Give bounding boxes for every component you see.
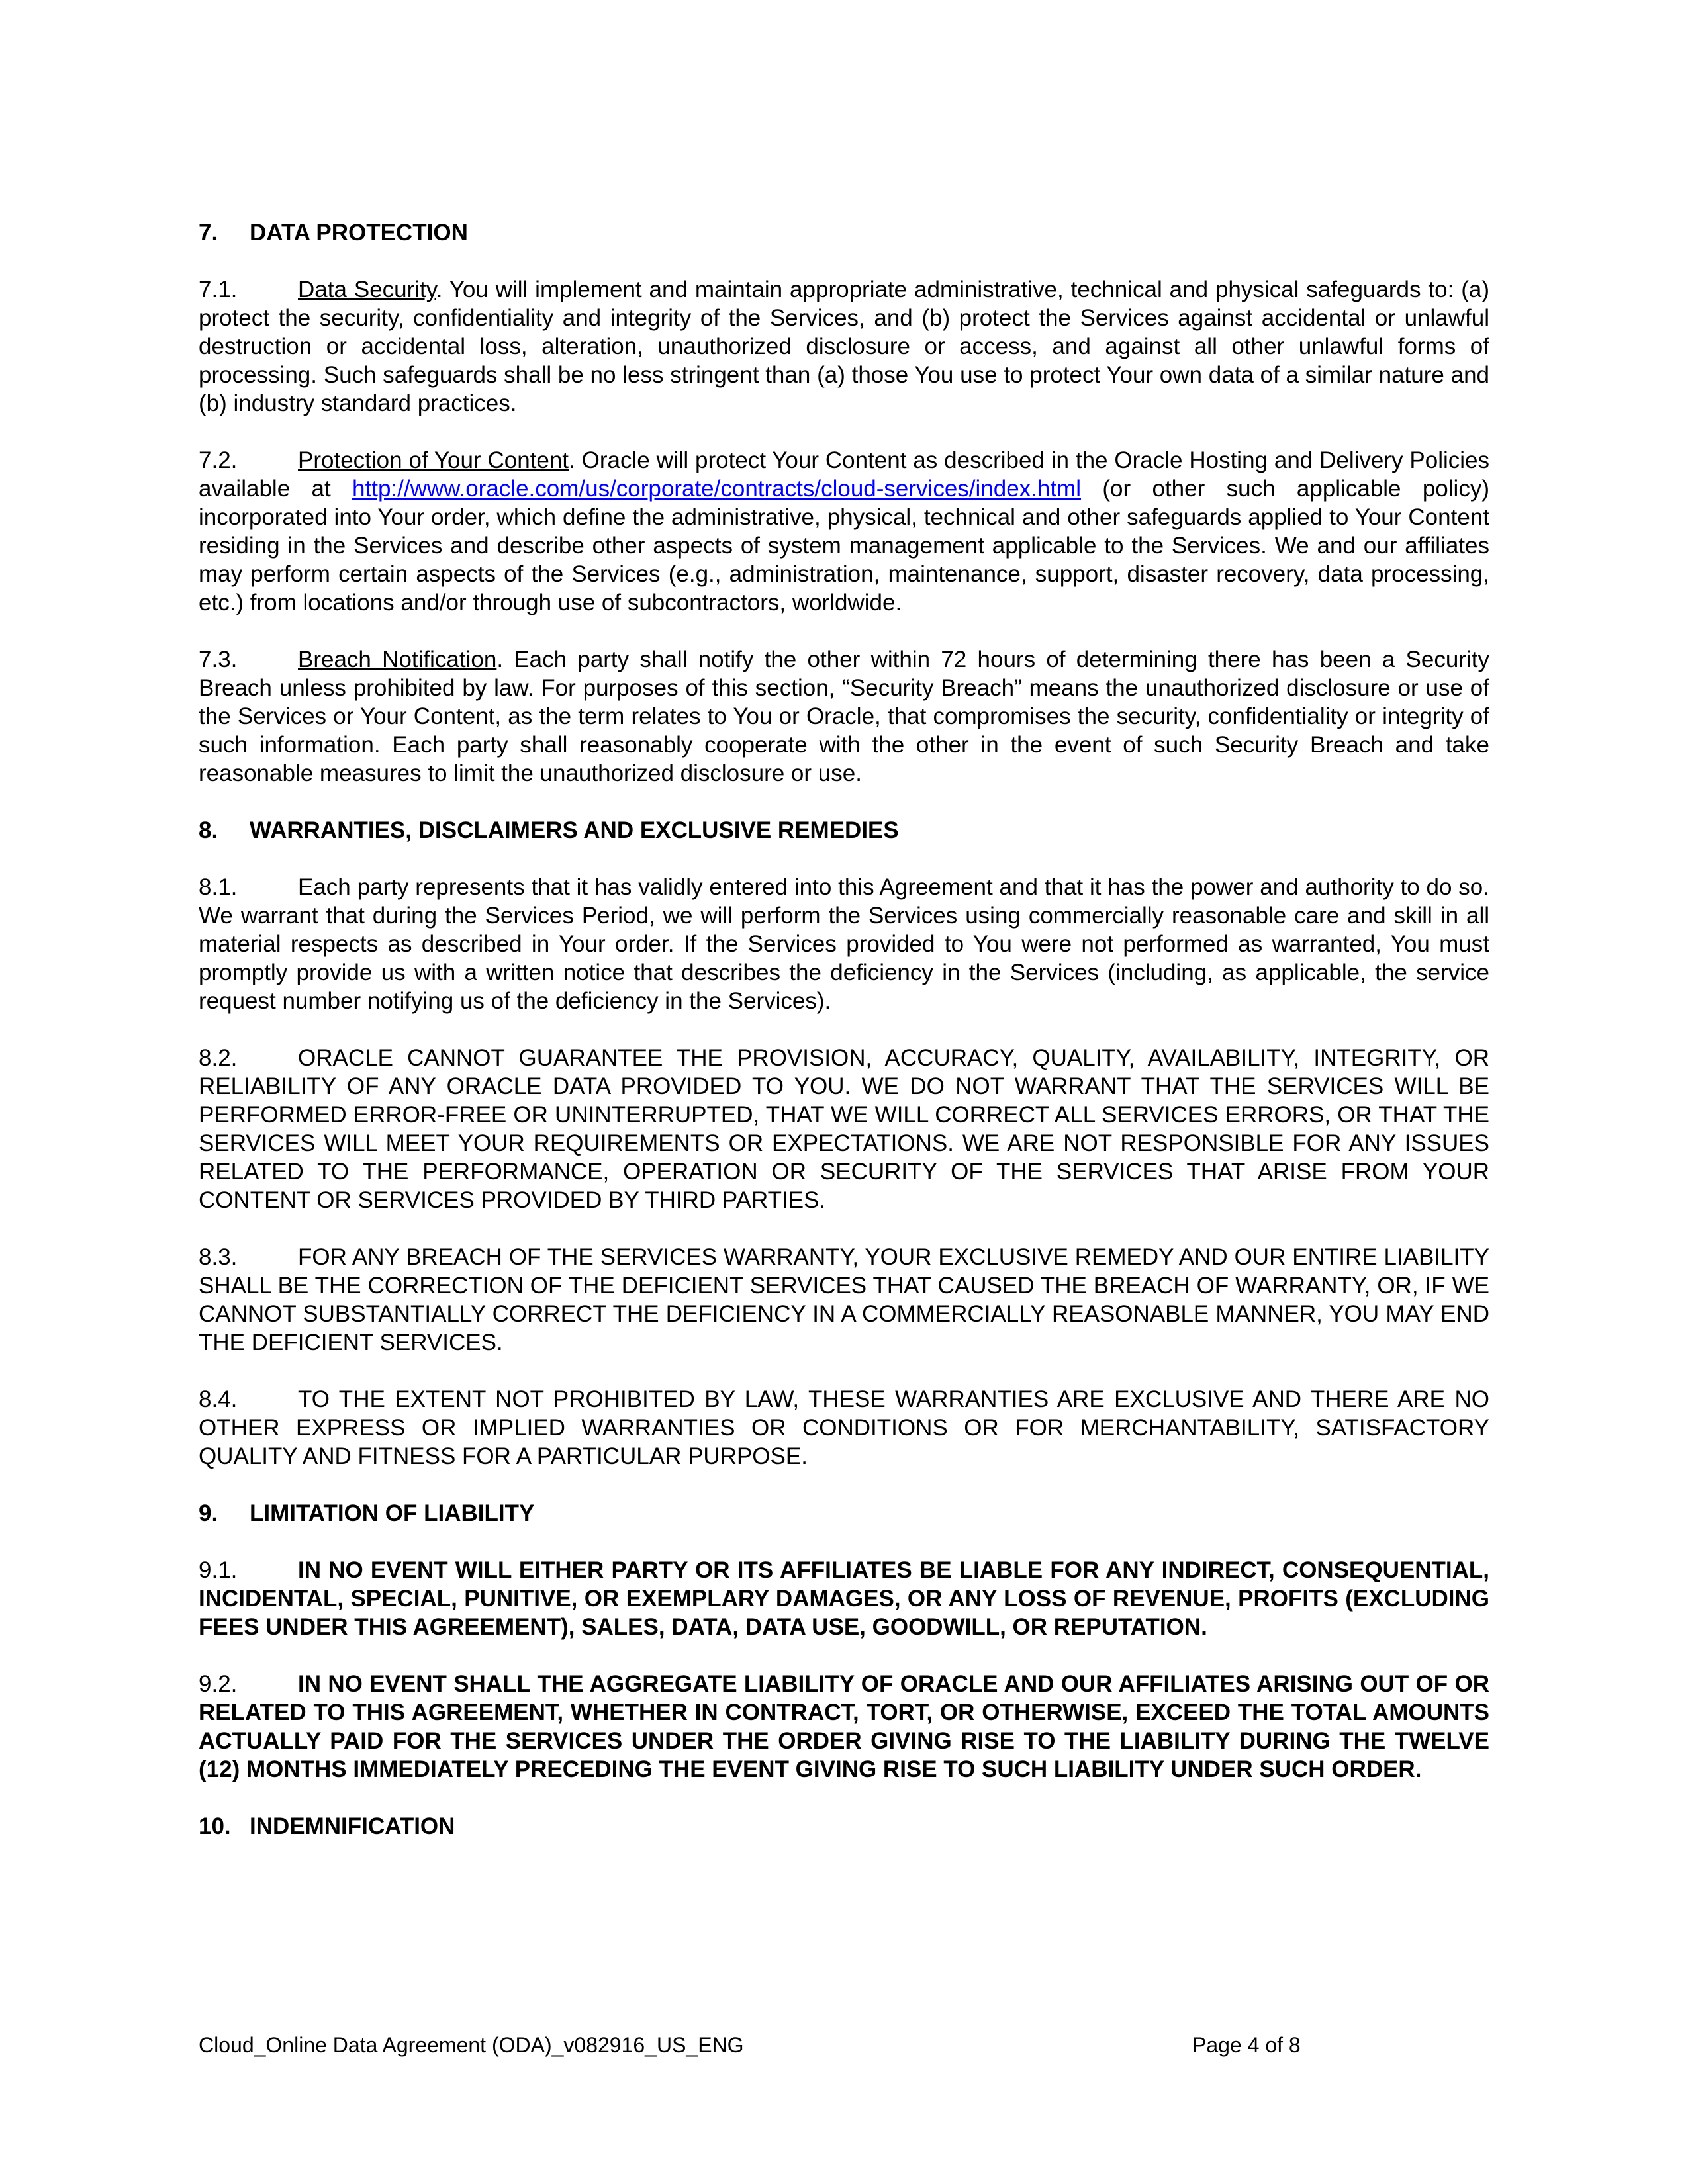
section-title: DATA PROTECTION (250, 220, 468, 246)
section-title: WARRANTIES, DISCLAIMERS AND EXCLUSIVE REMEDIES (250, 817, 899, 843)
paragraph-number: 9.2. (199, 1671, 238, 1697)
paragraph-title: Breach Notification (298, 647, 497, 672)
section-heading-limitation-of-liability (199, 1499, 1489, 1527)
paragraph-8-2 (199, 1044, 1489, 1214)
paragraph-text: ORACLE CANNOT GUARANTEE THE PROVISION, ACCURACY, QUALITY, AVAILABILITY, INTEGRITY, OR RELIABILITY OF ANY ORACLE DATA PROVIDED TO YOU. WE DO NOT WARRANT THAT THE SERVICES WILL BE PERFORMED ERROR-FREE OR UNINTERRUPTED, THAT WE WILL CORRECT ALL SERVICES ERRORS, OR THAT THE SERVICES WILL MEET YOUR REQUIREMENTS OR EXPECTATIONS. WE ARE NOT RESPONSIBLE FOR ANY ISSUES RELATED TO THE PERFORMANCE, OPERATION OR SECURITY OF THE SERVICES THAT ARISE FROM YOUR CONTENT OR SERVICES PROVIDED BY THIRD PARTIES. (199, 1045, 1489, 1213)
paragraph-number: 8.2. (199, 1045, 238, 1071)
paragraph-8-3 (199, 1243, 1489, 1357)
paragraph-text: . Each party shall notify the other within 72 hours of determining there has been a Security Breach unless prohibited by law. For purposes of this section, “Security Breach” means the unauthorized disclosure or use of the Services or Your Content, as the term relates to You or Oracle, that compromises the security, confidentiality or integrity of such information. Each party shall reasonably cooperate with the other in the event of such Security Breach and take reasonable measures to limit the unauthorized disclosure or use. (199, 647, 1489, 786)
section-heading-data-protection (199, 218, 1489, 247)
hosting-policies-link[interactable]: http://www.oracle.com/us/corporate/contracts/cloud-services/index.html (352, 476, 1082, 502)
paragraph-number: 8.3. (199, 1244, 238, 1270)
paragraph-7-2 (199, 446, 1489, 617)
paragraph-text: IN NO EVENT SHALL THE AGGREGATE LIABILITY OF ORACLE AND OUR AFFILIATES ARISING OUT OF OR RELATED TO THIS AGREEMENT, WHETHER IN CONTRACT, TORT, OR OTHERWISE, EXCEED THE TOTAL AMOUNTS ACTUALLY PAID FOR THE SERVICES UNDER THE ORDER GIVING RISE TO THE LIABILITY DURING THE TWELVE (12) MONTHS IMMEDIATELY PRECEDING THE EVENT GIVING RISE TO SUCH LIABILITY UNDER SUCH ORDER. (199, 1671, 1489, 1782)
document-page (199, 218, 1489, 1869)
paragraph-title: Protection of Your Content (298, 447, 569, 473)
paragraph-8-1 (199, 873, 1489, 1015)
footer-page-number: Page 4 of 8 (1192, 2033, 1301, 2057)
section-number: 7. (199, 220, 218, 246)
paragraph-8-4 (199, 1385, 1489, 1471)
section-heading-indemnification (199, 1812, 1489, 1841)
paragraph-number: 7.3. (199, 647, 238, 672)
paragraph-number: 9.1. (199, 1557, 238, 1583)
paragraph-text: . Oracle will protect Your Content as described in the Oracle Hosting and Delivery Policies available at (199, 447, 1490, 502)
section-heading-warranties (199, 816, 1489, 844)
page-footer (199, 2033, 1311, 2058)
section-number: 8. (199, 817, 218, 843)
paragraph-text: IN NO EVENT WILL EITHER PARTY OR ITS AFFILIATES BE LIABLE FOR ANY INDIRECT, CONSEQUENTIAL, INCIDENTAL, SPECIAL, PUNITIVE, OR EXEMPLARY DAMAGES, OR ANY LOSS OF REVENUE, PROFITS (EXCLUDING FEES UNDER THIS AGREEMENT), SALES, DATA, DATA USE, GOODWILL, OR REPUTATION. (199, 1557, 1489, 1640)
paragraph-number: 8.4. (199, 1387, 238, 1412)
paragraph-number: 8.1. (199, 874, 238, 900)
paragraph-text: (or other such applicable policy) incorporated into Your order, which define the administrative, physical, technical and other safeguards applied to Your Content residing in the Services and describe other aspects of system management applicable to the Services. We and our affiliates may perform certain aspects of the Services (e.g., administration, maintenance, support, disaster recovery, data processing, etc.) from locations and/or through use of subcontractors, worldwide. (199, 476, 1489, 615)
paragraph-9-1 (199, 1556, 1489, 1641)
paragraph-9-2 (199, 1670, 1489, 1784)
paragraph-number: 7.2. (199, 447, 238, 473)
paragraph-text: . You will implement and maintain appropriate administrative, technical and physical safeguards to: (a) protect the security, confidentiality and integrity of the Services, and (b) protect the Services against accidental or unlawful destruction or accidental loss, alteration, unauthorized disclosure or access, and against all other unlawful forms of processing. Such safeguards shall be no less stringent than (a) those You use to protect Your own data of a similar nature and (b) industry standard practices. (199, 277, 1489, 416)
paragraph-text: TO THE EXTENT NOT PROHIBITED BY LAW, THESE WARRANTIES ARE EXCLUSIVE AND THERE ARE NO OTHER EXPRESS OR IMPLIED WARRANTIES OR CONDITIONS OR FOR MERCHANTABILITY, SATISFACTORY QUALITY AND FITNESS FOR A PARTICULAR PURPOSE. (199, 1387, 1489, 1469)
paragraph-title: Data Security (298, 277, 436, 302)
paragraph-number: 7.1. (199, 277, 238, 302)
paragraph-text: Each party represents that it has validly entered into this Agreement and that it has the power and authority to do so. We warrant that during the Services Period, we will perform the Services using commercially reasonable care and skill in all material respects as described in Your order. If the Services provided to You were not performed as warranted, You must promptly provide us with a written notice that describes the deficiency in the Services (including, as applicable, the service request number notifying us of the deficiency in the Services). (199, 874, 1489, 1014)
section-number: 9. (199, 1500, 218, 1526)
section-number: 10. (199, 1813, 231, 1839)
paragraph-7-3 (199, 645, 1489, 788)
section-title: INDEMNIFICATION (250, 1813, 455, 1839)
section-title: LIMITATION OF LIABILITY (250, 1500, 535, 1526)
footer-document-name: Cloud_Online Data Agreement (ODA)_v082916_US_ENG (199, 2033, 744, 2057)
paragraph-text: FOR ANY BREACH OF THE SERVICES WARRANTY, YOUR EXCLUSIVE REMEDY AND OUR ENTIRE LIABILITY SHALL BE THE CORRECTION OF THE DEFICIENT SERVICES THAT CAUSED THE BREACH OF WARRANTY, OR, IF WE CANNOT SUBSTANTIALLY CORRECT THE DEFICIENCY IN A COMMERCIALLY REASONABLE MANNER, YOU MAY END THE DEFICIENT SERVICES. (199, 1244, 1489, 1355)
paragraph-7-1 (199, 275, 1489, 418)
